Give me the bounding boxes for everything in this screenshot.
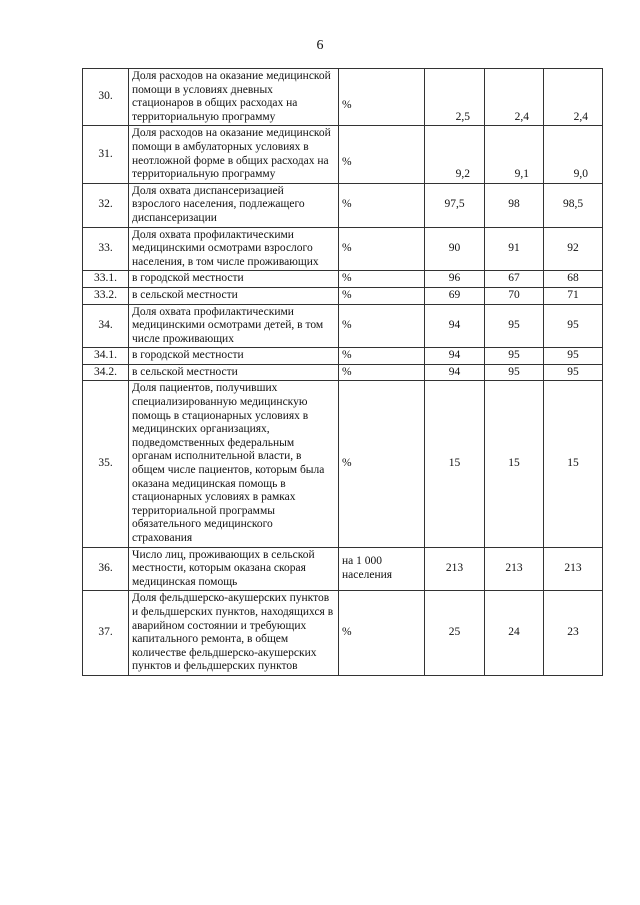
indicator-description: Доля охвата профилактическими медицинскими осмотрами детей, в том числе проживающих: [129, 304, 339, 348]
value-cell-2: 213: [485, 547, 544, 591]
value-cell-2: 91: [485, 227, 544, 271]
table-row: [83, 287, 603, 304]
unit-cell: %: [339, 381, 425, 547]
value-cell-2: 24: [485, 591, 544, 676]
value-cell-3: 92: [544, 227, 603, 271]
table-row: [83, 183, 603, 227]
indicator-description: в сельской местности: [129, 364, 339, 381]
value-cell-3: 2,4: [544, 69, 603, 126]
row-number: 33.: [83, 227, 129, 271]
table-row: [83, 381, 603, 547]
row-number: 37.: [83, 591, 129, 676]
value-cell-3: 15: [544, 381, 603, 547]
row-number: 34.2.: [83, 364, 129, 381]
unit-cell: %: [339, 348, 425, 365]
unit-cell: на 1 000 населения: [339, 547, 425, 591]
table-row: [83, 304, 603, 348]
table-row: [83, 227, 603, 271]
value-cell-1: 94: [425, 364, 485, 381]
indicator-description: Доля расходов на оказание медицинской помощи в условиях дневных стационаров в общих расходах на территориальную программу: [129, 69, 339, 126]
value-cell-2: 2,4: [485, 69, 544, 126]
value-cell-3: 71: [544, 287, 603, 304]
indicator-description: Доля расходов на оказание медицинской помощи в амбулаторных условиях в неотложной форме в общих расходах на территориальную программу: [129, 126, 339, 183]
value-cell-3: 68: [544, 271, 603, 288]
row-number: 33.1.: [83, 271, 129, 288]
value-cell-2: 98: [485, 183, 544, 227]
value-cell-1: 94: [425, 304, 485, 348]
value-cell-1: 213: [425, 547, 485, 591]
unit-cell: %: [339, 271, 425, 288]
value-cell-1: 25: [425, 591, 485, 676]
value-cell-2: 95: [485, 304, 544, 348]
indicator-description: в городской местности: [129, 271, 339, 288]
indicator-description: Число лиц, проживающих в сельской местности, которым оказана скорая медицинская помощь: [129, 547, 339, 591]
table-row: [83, 591, 603, 676]
value-cell-1: 96: [425, 271, 485, 288]
row-number: 34.: [83, 304, 129, 348]
unit-cell: %: [339, 287, 425, 304]
value-cell-2: 95: [485, 348, 544, 365]
value-cell-3: 95: [544, 364, 603, 381]
indicator-description: Доля пациентов, получивших специализированную медицинскую помощь в стационарных условиях в медицинских организациях, подведомственных федеральным органам исполнительной власти, в общем числе пациентов, которым была оказана медицинская помощь в стационарных условиях в рамках территориальной программы обязательного медицинского страхования: [129, 381, 339, 547]
indicators-table: [82, 68, 603, 676]
value-cell-1: 2,5: [425, 69, 485, 126]
value-cell-3: 23: [544, 591, 603, 676]
value-cell-3: 213: [544, 547, 603, 591]
table-row: [83, 364, 603, 381]
value-cell-1: 97,5: [425, 183, 485, 227]
table-row: [83, 69, 603, 126]
indicator-description: Доля охвата профилактическими медицинскими осмотрами взрослого населения, в том числе проживающих: [129, 227, 339, 271]
value-cell-1: 94: [425, 348, 485, 365]
row-number: 32.: [83, 183, 129, 227]
unit-cell: %: [339, 183, 425, 227]
indicator-description: в городской местности: [129, 348, 339, 365]
indicator-description: Доля охвата диспансеризацией взрослого населения, подлежащего диспансеризации: [129, 183, 339, 227]
value-cell-2: 9,1: [485, 126, 544, 183]
indicator-description: в сельской местности: [129, 287, 339, 304]
row-number: 35.: [83, 381, 129, 547]
row-number: 31.: [83, 126, 129, 183]
unit-cell: %: [339, 304, 425, 348]
value-cell-1: 69: [425, 287, 485, 304]
row-number: 34.1.: [83, 348, 129, 365]
row-number: 30.: [83, 69, 129, 126]
indicators-table-body: [83, 69, 603, 676]
value-cell-1: 15: [425, 381, 485, 547]
value-cell-3: 95: [544, 304, 603, 348]
row-number: 33.2.: [83, 287, 129, 304]
table-row: [83, 348, 603, 365]
page-number: 6: [316, 38, 324, 53]
value-cell-1: 90: [425, 227, 485, 271]
table-row: [83, 547, 603, 591]
unit-cell: %: [339, 591, 425, 676]
value-cell-2: 70: [485, 287, 544, 304]
value-cell-3: 9,0: [544, 126, 603, 183]
unit-cell: %: [339, 227, 425, 271]
value-cell-2: 67: [485, 271, 544, 288]
value-cell-3: 98,5: [544, 183, 603, 227]
unit-cell: %: [339, 364, 425, 381]
unit-cell: %: [339, 69, 425, 126]
table-row: [83, 126, 603, 183]
value-cell-1: 9,2: [425, 126, 485, 183]
table-row: [83, 271, 603, 288]
value-cell-3: 95: [544, 348, 603, 365]
value-cell-2: 95: [485, 364, 544, 381]
indicator-description: Доля фельдшерско-акушерских пунктов и фельдшерских пунктов, находящихся в аварийном состоянии и требующих капитального ремонта, в общем количестве фельдшерско-акушерских пунктов и фельдшерских пунктов: [129, 591, 339, 676]
unit-cell: %: [339, 126, 425, 183]
row-number: 36.: [83, 547, 129, 591]
value-cell-2: 15: [485, 381, 544, 547]
